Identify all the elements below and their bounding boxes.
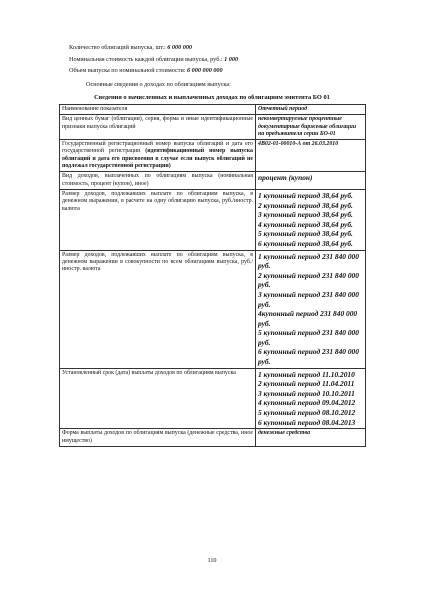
table-row	[60, 140, 366, 172]
row-registration-label: Государственный регистрационный номер выпуска облигаций и дата его государственной регистрации (идентификационный номер выпуска облигаций и дата его присвоения в случае если выпуск облигаций не подлежал государственной регистрации)	[60, 140, 256, 172]
bond-count-line: Количество облигаций выпуска, шт.: 6 000 000	[69, 44, 193, 51]
coupon-line: 3 купонный период 38,64 руб.	[258, 210, 353, 220]
header-period: Отчетный период	[256, 105, 366, 115]
coupon-line: 6 купонный период 08.04.2013	[258, 417, 356, 427]
row-security-type-value: неконвертируемые процентные документарные биржевые облигации на предъявителя серии БО-01	[256, 115, 366, 140]
table-title: Сведения о начисленных и выплаченных доходах по облигациям эмитента БО 01	[94, 94, 330, 101]
nominal-value-line: Номинальная стоимость каждой облигации выпуска, руб.: 1 000	[69, 55, 239, 63]
row-payment-form-value: денежные средства	[256, 429, 366, 447]
coupon-line: 2 купонный период 11.04.2011	[258, 379, 355, 389]
coupon-line: 4 купонный период 38,64 руб.	[258, 219, 353, 229]
row-income-type-label: Вид доходов, выплаченных по облигациям выпуска (номинальная стоимость, процент (купон), иное)	[60, 172, 256, 190]
coupon-line: 5 купонный период 231 840 000 руб.	[258, 328, 359, 347]
table-row	[60, 250, 366, 368]
header-indicator: Наименование показателя	[60, 105, 256, 115]
coupon-line: 1 купонный период 38,64 руб.	[258, 190, 353, 200]
coupon-line: 6 купонный период 231 840 000 руб.	[258, 347, 359, 367]
row-payment-date-label: Установленный срок (дата) выплаты доходов по облигациям выпуска	[60, 368, 256, 429]
coupon-line: 1 купонный период 231 840 000 руб.	[258, 251, 359, 271]
coupon-line: 5 купонный период 38,64 руб.	[258, 229, 353, 239]
coupon-line: 3 купонный период 231 840 000 руб.	[258, 289, 359, 309]
coupon-line: 5 купонный период 08.10.2012	[258, 408, 356, 418]
coupon-income-table	[59, 104, 366, 447]
page-number: 110	[207, 557, 217, 564]
row-per-bond-value	[256, 189, 366, 250]
issue-summary	[69, 42, 238, 77]
table-row	[60, 172, 366, 190]
row-security-type-label: Вид ценных бумаг (облигации), серия, форма и иные идентификационные признаки выпуска облигаций	[60, 115, 256, 140]
issue-volume-line: Объем выпуска по номинальной стоимости: 6 000 000 000	[69, 67, 223, 74]
coupon-line: 2 купонный период 38,64 руб.	[258, 200, 353, 210]
table-row	[60, 368, 366, 429]
coupon-line: 2 купонный период 231 840 000 руб.	[258, 270, 359, 290]
row-registration-value: 4В02-01-00010-А от 26.03.2010	[256, 140, 366, 172]
coupon-line: 4 купонный период 09.04.2012	[258, 398, 356, 408]
row-total-label: Размер доходов, подлежавших выплате по облигациям выпуска, в денежном выражении в совокупности по всем облигациям выпуска, руб./иностр. валюта	[60, 250, 256, 368]
row-per-bond-label: Размер доходов, подлежавших выплате по облигациям выпуска, в денежном выражении, в расчете на одну облигацию выпуска, руб./иностр. валюта	[60, 189, 256, 250]
row-total-value	[256, 250, 366, 368]
table-header-row	[60, 105, 366, 115]
coupon-line: 1 купонный период 11.10.2010	[258, 369, 355, 379]
basic-info-caption: Основные сведения о доходах по облигациям выпуска:	[86, 81, 231, 88]
table-row	[60, 189, 366, 250]
table-row	[60, 115, 366, 140]
row-payment-date-value	[256, 368, 366, 429]
row-income-type-value: процент (купон)	[256, 172, 366, 190]
coupon-line: 3 купонный период 10.10.2011	[258, 388, 355, 398]
table-row	[60, 429, 366, 447]
coupon-line: 6 купонный период 38,64 руб.	[258, 238, 353, 248]
coupon-line: 4купонный период 231 840 000 руб.	[258, 309, 358, 328]
row-payment-form-label: Форма выплаты доходов по облигациям выпуска (денежные средства, иное имущество)	[60, 429, 256, 447]
